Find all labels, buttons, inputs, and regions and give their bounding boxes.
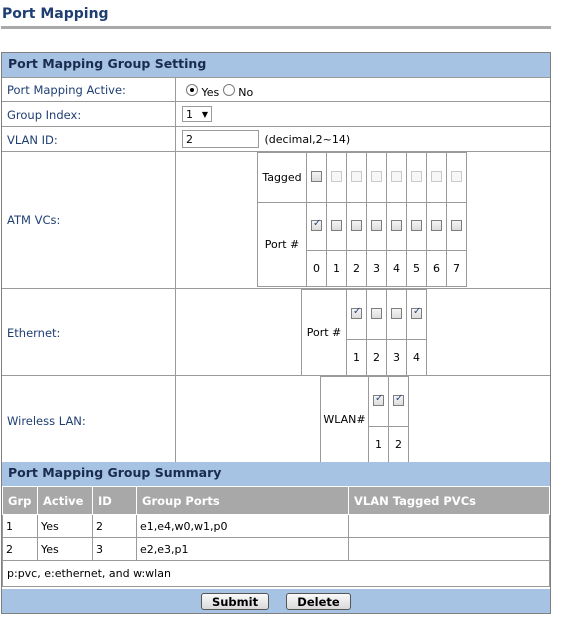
yes-label: Yes bbox=[201, 86, 220, 99]
atm-port-checkbox-5[interactable] bbox=[411, 220, 422, 231]
active-no-radio[interactable] bbox=[223, 84, 235, 96]
cell-group-ports: e1,e4,w0,w1,p0 bbox=[137, 515, 349, 538]
delete-button[interactable]: Delete bbox=[286, 593, 351, 610]
vlan-id-input[interactable]: 2 bbox=[182, 130, 259, 148]
atm-port-checkbox-4[interactable] bbox=[391, 220, 402, 231]
wlan-label: WLAN# bbox=[321, 377, 369, 463]
atm-port-number: 1 bbox=[327, 251, 347, 287]
atm-port-number: 0 bbox=[307, 251, 327, 287]
row-active bbox=[2, 77, 550, 101]
atm-port-checkbox-7[interactable] bbox=[451, 220, 462, 231]
row-wireless-lan bbox=[2, 375, 550, 462]
atm-tagged-checkbox-6 bbox=[431, 171, 442, 182]
vlan-id-label: VLAN ID: bbox=[7, 133, 58, 147]
cell-grp: 2 bbox=[3, 538, 38, 561]
atm-tagged-checkbox-1 bbox=[331, 171, 342, 182]
atm-tagged-checkbox-0[interactable] bbox=[311, 171, 322, 182]
atm-port-checkbox-3[interactable] bbox=[371, 220, 382, 231]
atm-port-label: Port # bbox=[258, 203, 307, 287]
ethernet-label: Ethernet: bbox=[7, 326, 61, 340]
row-ethernet bbox=[2, 288, 550, 375]
atm-port-number: 2 bbox=[347, 251, 367, 287]
col-vlan-tagged: VLAN Tagged PVCs bbox=[349, 487, 550, 515]
atm-port-number: 7 bbox=[447, 251, 467, 287]
atm-port-number: 5 bbox=[407, 251, 427, 287]
atm-grid bbox=[257, 152, 467, 287]
group-index-value: 1 bbox=[186, 108, 193, 121]
eth-port-label: Port # bbox=[302, 290, 347, 376]
row-group-index bbox=[2, 101, 550, 126]
group-index-label: Group Index: bbox=[7, 108, 82, 122]
active-label: Port Mapping Active: bbox=[7, 83, 126, 97]
col-active: Active bbox=[38, 487, 93, 515]
no-label: No bbox=[238, 86, 254, 99]
atm-port-number: 3 bbox=[367, 251, 387, 287]
atm-label: ATM VCs: bbox=[7, 213, 61, 227]
cell-active: Yes bbox=[38, 515, 93, 538]
row-atm-vcs bbox=[2, 151, 550, 288]
eth-port-checkbox-4[interactable] bbox=[411, 308, 422, 319]
eth-port-number: 4 bbox=[407, 340, 427, 376]
cell-id: 2 bbox=[93, 515, 137, 538]
atm-port-checkbox-2[interactable] bbox=[351, 220, 362, 231]
port-mapping-panel bbox=[1, 52, 551, 614]
vlan-id-hint: (decimal,2~14) bbox=[264, 133, 351, 146]
table-row bbox=[3, 538, 550, 561]
atm-port-number: 6 bbox=[427, 251, 447, 287]
atm-tagged-checkbox-4 bbox=[391, 171, 402, 182]
eth-port-number: 2 bbox=[367, 340, 387, 376]
atm-port-number: 4 bbox=[387, 251, 407, 287]
summary-header-row bbox=[3, 487, 550, 515]
wlan-checkbox-2[interactable] bbox=[393, 395, 404, 406]
cell-group-ports: e2,e3,p1 bbox=[137, 538, 349, 561]
table-row bbox=[3, 515, 550, 538]
col-grp: Grp bbox=[3, 487, 38, 515]
eth-port-checkbox-1[interactable] bbox=[351, 308, 362, 319]
atm-port-checkbox-0[interactable] bbox=[311, 220, 322, 231]
row-vlan-id bbox=[2, 126, 550, 151]
chevron-down-icon: ▼ bbox=[201, 110, 208, 119]
page-title: Port Mapping bbox=[2, 6, 109, 22]
cell-id: 3 bbox=[93, 538, 137, 561]
group-index-select[interactable] bbox=[182, 106, 212, 122]
summary-section-header: Port Mapping Group Summary bbox=[2, 462, 550, 486]
cell-active: Yes bbox=[38, 538, 93, 561]
atm-tagged-checkbox-3 bbox=[371, 171, 382, 182]
button-bar bbox=[2, 589, 550, 613]
active-yes-radio[interactable] bbox=[186, 84, 198, 96]
tagged-label: Tagged bbox=[258, 153, 307, 203]
active-radio-group bbox=[186, 83, 254, 99]
atm-tagged-checkbox-2 bbox=[351, 171, 362, 182]
title-divider bbox=[1, 26, 551, 29]
cell-grp: 1 bbox=[3, 515, 38, 538]
eth-port-number: 1 bbox=[347, 340, 367, 376]
wlan-port-number: 2 bbox=[389, 427, 409, 463]
legend-row bbox=[3, 561, 550, 587]
col-id: ID bbox=[93, 487, 137, 515]
wlan-grid bbox=[320, 376, 409, 463]
atm-tagged-checkbox-5 bbox=[411, 171, 422, 182]
cell-vlan-tagged bbox=[349, 515, 550, 538]
summary-table bbox=[2, 486, 550, 587]
wlan-port-number: 1 bbox=[369, 427, 389, 463]
legend-text: p:pvc, e:ethernet, and w:wlan bbox=[3, 561, 550, 587]
atm-port-checkbox-1[interactable] bbox=[331, 220, 342, 231]
submit-button[interactable]: Submit bbox=[201, 593, 269, 610]
eth-port-checkbox-2[interactable] bbox=[371, 308, 382, 319]
eth-port-checkbox-3[interactable] bbox=[391, 308, 402, 319]
wireless-label: Wireless LAN: bbox=[7, 414, 86, 428]
wlan-checkbox-1[interactable] bbox=[373, 395, 384, 406]
cell-vlan-tagged bbox=[349, 538, 550, 561]
eth-port-number: 3 bbox=[387, 340, 407, 376]
setting-section-header: Port Mapping Group Setting bbox=[2, 53, 550, 77]
ethernet-grid bbox=[301, 289, 427, 376]
col-group-ports: Group Ports bbox=[137, 487, 349, 515]
atm-tagged-checkbox-7 bbox=[451, 171, 462, 182]
atm-port-checkbox-6[interactable] bbox=[431, 220, 442, 231]
